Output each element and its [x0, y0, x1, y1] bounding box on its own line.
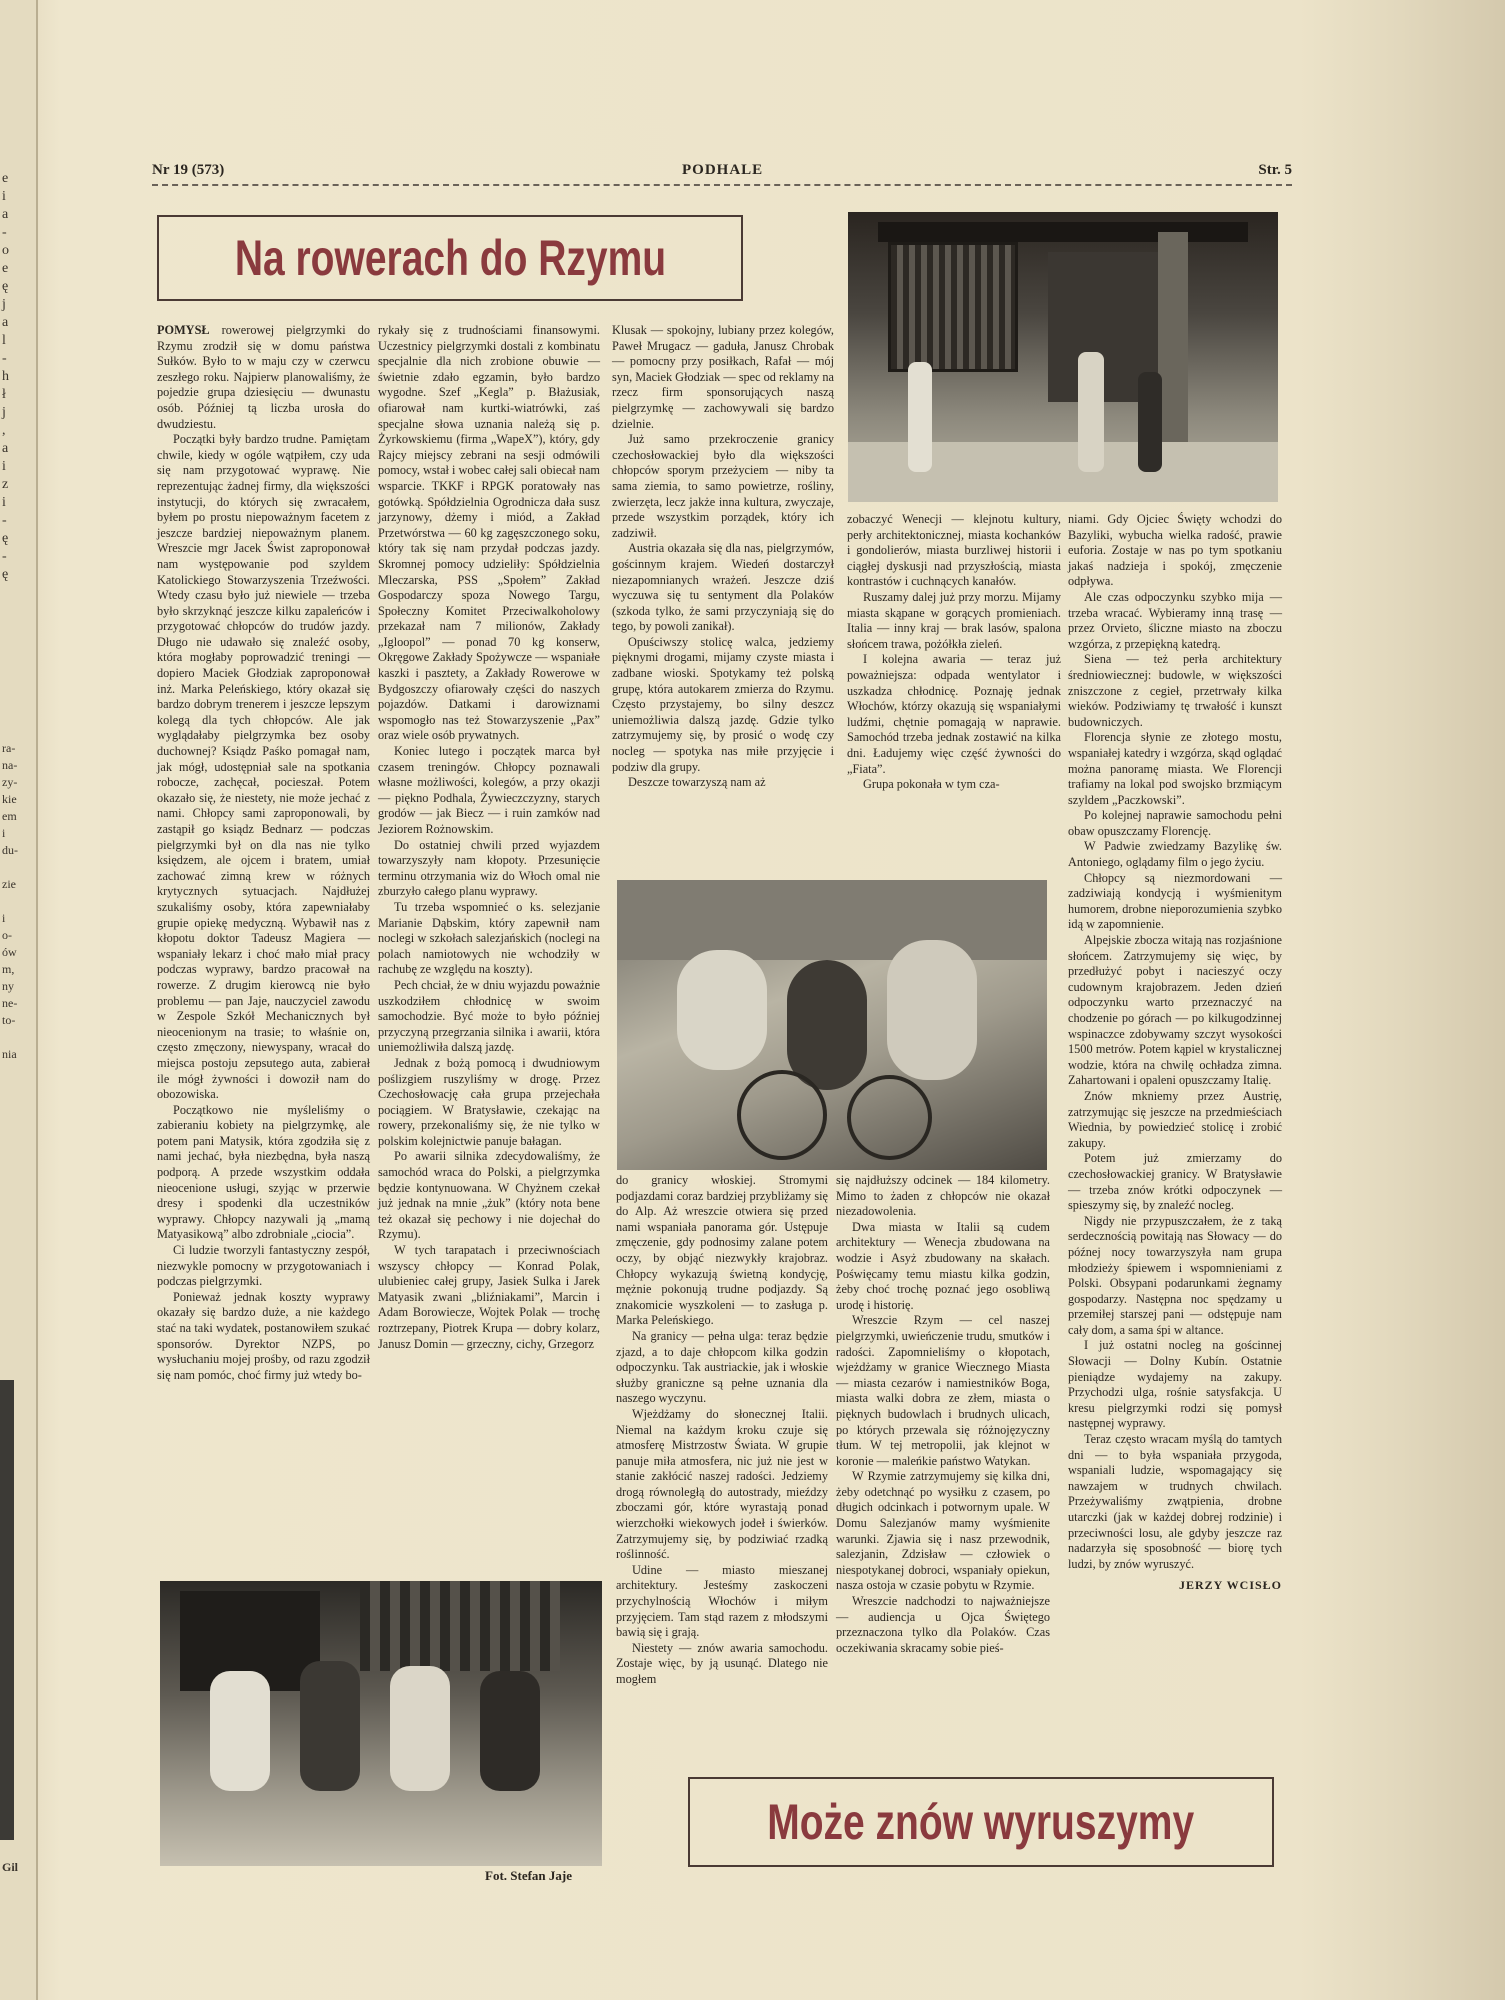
article-title-box: [157, 215, 743, 301]
article-paragraph: Po awarii silnika zdecydowaliśmy, że samochód wraca do Polski, a pielgrzymka będzie kontynuowana. W Chyżnem czekał już jednak na mnie „żuk” (który nota bene też okazał się pechowy i nie dojechał do Rzymu).: [378, 1149, 600, 1242]
article-paragraph: Chłopcy są niezmordowani — zadziwiają kondycją i wyśmienitym humorem, drobne nieporozumienia szybko idą w zapomnienie.: [1068, 870, 1282, 932]
photo-shape: [787, 960, 867, 1090]
photo-shape: [847, 1075, 932, 1160]
article-paragraph: Jednak z bożą pomocą i dwudniowym poślizgiem ruszyliśmy w drogę. Przez Czechosłowację cała grupa przejechała pociągiem. W Bratysławie, czekając na rowery, przekonaliśmy się, że nie tylko w polskim kolejnictwie panuje bałagan.: [378, 1055, 600, 1148]
article-paragraph: POMYSŁ rowerowej pielgrzymki do Rzymu zrodził się w domu państwa Sułków. Było to w maju czy w czerwcu zeszłego roku. Najpierw planowaliśmy, że pojedzie grupa dziesięciu — dwunastu osób. Później tą liczba urosła do dwudziestu.: [157, 323, 370, 431]
article-paragraph: I już ostatni nocleg na gościnnej Słowacji — Dolny Kubín. Ostatnie pieniądze wydajemy na zakupy. Przychodzi ulga, rośnie satysfakcja. U kresu pielgrzymki rodzi się pomysł następnej wyprawy.: [1068, 1338, 1282, 1431]
spine-fragment: em: [2, 809, 17, 823]
article-paragraph: Dwa miasta w Italii są cudem architektury — Wenecja zbudowana na wodzie i Asyż zbudowany na skałach. Poświęcamy temu miastu kilka godzin, żeby choć trochę poznać jego osobliwą urodę i historię.: [836, 1219, 1050, 1312]
article-paragraph: Grupa pokonała w tym cza-: [863, 777, 1000, 792]
spine-fragment: du-: [2, 843, 18, 857]
article-paragraph: Austria okazała się dla nas, pielgrzymów, gościnnym krajem. Wiedeń dostarczył niezapomnianych wrażeń. Jeszcze dziś wyczuwa się tu sentyment dla Polaków (szkoda tylko, że sami przyczyniają się do tego, by powoli zanikał).: [612, 541, 834, 634]
spine-fragment: zy-: [2, 775, 18, 789]
photo-shape: [390, 1666, 450, 1791]
spine-fragment: i: [2, 911, 6, 925]
page-header: [152, 162, 1292, 184]
article-paragraph: W tych tarapatach i przeciwnościach wszyscy chłopcy — Konrad Polak, ulubieniec całej grupy, Jasiek Sulka i Jarek Matyasik zwani „bliźniakami”, Marcin i Adam Borowiecze, Wojtek Polak — trochę roztrzepany, Piotrek Krupa — dobry kolarz, Janusz Domin — grzeczny, cichy, Grzegorz: [378, 1243, 600, 1351]
photo-shape: [677, 950, 767, 1070]
photo-shape: [300, 1661, 360, 1791]
article-column-7: [1068, 512, 1282, 1594]
article-paragraph: Klusak — spokojny, lubiany przez kolegów, Paweł Mrugacz — gaduła, Janusz Chrobak — pomocny przy posiłkach, Rafał — mój syn, Maciek Głodziak — spec od reklamy na rzecz firm sponsorujących naszą pielgrzymkę — zachowywali się bardzo dzielnie.: [612, 323, 834, 431]
spine-fragment: a: [2, 441, 9, 456]
article-paragraph: Niestety — znów awaria samochodu. Zostaje więc, by ją usunąć. Dlatego nie mogłem: [616, 1640, 828, 1686]
spine-fragment: [2, 859, 36, 876]
spine-fragment: to-: [2, 1013, 16, 1027]
photo-cyclists-in-square: [617, 880, 1047, 1170]
lead-word: POMYSŁ: [157, 323, 210, 337]
article-paragraph: Pech chciał, że w dniu wyjazdu poważnie uszkodziłem chłodnicę w swoim samochodzie. Być może to było później przyczyną przegrzania silnika i awarii, która uniemożliwiła dalszą jazdę.: [378, 977, 600, 1055]
article-author: JERZY WCISŁO: [1178, 1578, 1282, 1593]
article-paragraph: niami. Gdy Ojciec Święty wchodzi do Bazyliki, wybucha wielka radość, prawie euforia. Zostaje w nas po tym spotkaniu jakaś nadzieja i spokój, zmęczenie odpływa.: [1068, 512, 1282, 589]
spine-fragment: -: [2, 351, 7, 366]
spine-fragment: ny: [2, 979, 14, 993]
spine-fragment: ra-: [2, 741, 16, 755]
article-paragraph: Florencja słynie ze złotego mostu, wspaniałej katedry i wzgórza, skąd oglądać można panoramę miasta. We Florencji trafiamy na lokal pod swojsko brzmiącym szyldem „Paczkowski”.: [1068, 730, 1282, 807]
spine-fragment: ł: [2, 387, 6, 402]
spine-fragment: i: [2, 189, 6, 204]
article-title: Na rowerach do Rzymu: [234, 230, 666, 286]
spine-fragment: l: [2, 333, 6, 348]
header-rule: [152, 184, 1292, 186]
article-paragraph: Ale czas odpoczynku szybko mija — trzeba wracać. Wybieramy inną trasę — przez Orvieto, śliczne miasto na zboczu wzgórza, z przepiękną katedrą.: [1068, 589, 1282, 651]
article-paragraph: do granicy włoskiej. Stromymi podjazdami coraz bardziej przybliżamy się do Alp. Aż wreszcie otwiera się przed nami wspaniała panorama gór. Ustępuje zmęczenie, gdy podnosimy zalane potem oczy, by objąć niezwykły krajobraz. Chłopcy wykazują świetną kondycję, mężnie pokonują trudne podjazdy. Są znakomicie wyszkoleni — to zasługa p. Marka Peleńskiego.: [616, 1173, 828, 1328]
spine-fragment: -: [2, 225, 7, 240]
article-paragraph: Do ostatniej chwili przed wyjazdem towarzyszyły nam kłopoty. Przesunięcie terminu otrzymania wiz do Włoch omal nie zburzyło całego planu wyprawy.: [378, 837, 600, 899]
spine-fragment: e: [2, 261, 9, 276]
spine-fragment: e: [2, 171, 9, 186]
spine-fragment: ę: [2, 567, 9, 582]
spine-fragment: [2, 1029, 36, 1046]
article-paragraph: Deszcze towarzyszą nam aż: [628, 775, 766, 790]
photo-shape: [887, 940, 977, 1080]
article-paragraph: Już samo przekroczenie granicy czechosłowackiej było dla większości chłopców sporym przeżyciem — niby ta sama ziemia, to samo powietrze, rośliny, zwierzęta, lecz jakże inna kultura, zwyczaje, przede wszystkim porządek, który ich zadziwił.: [612, 432, 834, 540]
article-paragraph: Tu trzeba wspomnieć o ks. selezjanie Marianie Dąbskim, który zapewnił nam noclegi w szkołach salezjańskich (noclegi na polach namiotowych nie wchodziły w rachubę ze względu na koszty).: [378, 899, 600, 977]
article-paragraph: W Rzymie zatrzymujemy się kilka dni, żeby odetchnąć po wysiłku z czasem, po długich odcinkach i potwornym upale. W Domu Salezjanów mamy wyśmienite warunki. Zjawia się i nasz przewodnik, salezjanin, Zdzisław — człowiek o niespotykanej dobroci, wspaniały opiekun, nasza ostoja w czasie pobytu w Rzymie.: [836, 1469, 1050, 1593]
spine-words: [2, 740, 36, 1063]
spine-photo-edge: [0, 1380, 14, 1840]
page-number: Str. 5: [1258, 162, 1292, 178]
spine-fragment: ów: [2, 945, 17, 959]
article-paragraph: Ruszamy dalej już przy morzu. Mijamy miasta skąpane w gorących promieniach. Italia — inny kraj — brak lasów, spalona słońcem trawa, pożółkła zieleń.: [847, 589, 1061, 651]
photo-shape: [737, 1070, 827, 1160]
bottom-headline: Może znów wyruszymy: [767, 1794, 1195, 1850]
article-column-2: [378, 323, 600, 1352]
photo-shape: [1138, 372, 1162, 472]
article-paragraph: Teraz często wracam myślą do tamtych dni — to była wspaniała przygoda, wspaniali ludzie, wspomagający się nawzajem w trudnych chwilach. Przeżywaliśmy zwątpienia, drobne utarczki (jak w każdej dobrej rodzinie) i przeciwności losu, ale gdyby jeszcze raz nadarzyła się sposobność — biorę tych ludzi, by znów wyruszyć.: [1068, 1432, 1282, 1571]
spine-bottom-text: Gil: [2, 1860, 19, 1874]
article-paragraph: Nigdy nie przypuszczałem, że z taką serdecznością powitają nas Słowacy — do późnej nocy towarzyszyła nam grupa młodzieży śpiewem i wspomnieniami z Polski. Obsypani podarunkami żegnamy gospodarzy. Następna noc spędzamy u przemiłej starszej pani — odstępuje nam cały dom, a sama śpi w altance.: [1068, 1213, 1282, 1337]
article-column-1: [157, 323, 370, 1383]
article-paragraph: Wreszcie nadchodzi to najważniejsze — audiencja u Ojca Świętego przeznaczona tylko dla Polaków. Czas oczekiwania skracamy sobie pieś-: [836, 1594, 1050, 1655]
spine-fragment: o: [2, 243, 9, 258]
article-paragraph: Opuściwszy stolicę walca, jedziemy pięknymi drogami, mijamy czyste miasta i zadbane wioski. Spotykamy też polską grupę, która autokarem zmierza do Rzymu. Często przystajemy, bo silny deszcz uniemożliwia dalszą jazdę. Gdzie tylko zatrzymujemy się, by prosić o wodę czy nocleg — spotyka nas miłe przyjęcie i podziw dla grupy.: [612, 634, 834, 774]
spine-fragment: zie: [2, 877, 16, 891]
article-paragraph: Koniec lutego i początek marca był czasem treningów. Chłopcy poznawali własne możliwości, kolegów, a przy okazji — piękno Podhala, Żywieczczyzny, starych grodów — jak Biecz — i ruin zamków nad Jeziorem Rożnowskim.: [378, 744, 600, 836]
article-paragraph: zobaczyć Wenecji — klejnotu kultury, perły architektonicznej, miasta kochanków i gondolierów, miasta burzliwej historii i ciągłej dyskusji nad przyszłością, miasta kontrastów i cuchnących kanałów.: [847, 512, 1061, 589]
photo-shape: [210, 1671, 270, 1791]
spine-fragment: -: [2, 549, 7, 564]
photo-shape: [878, 222, 1248, 242]
article-column-3: [612, 323, 834, 791]
photo-shape: [480, 1671, 540, 1791]
article-paragraph: Początkowo nie myśleliśmy o zabieraniu kobiety na pielgrzymkę, ale potem pani Matysik, która zgodziła się z nami jechać, była niezbędna, była naszą podporą. A przede wszystkim oddała nieocenione usługi, szyjąc w przerwie dresy i spodenki dla uczestników wyprawy. Chłopcy nazywali ją „mamą Matyasikową” albo zdrobniale „ciocia”.: [157, 1102, 370, 1242]
article-paragraph: I kolejna awaria — teraz już poważniejsza: odpada wentylator i uszkadza chłodnicę. Poznaję jednak Włochów, którzy okazują się wspaniałymi ludźmi, chętnie pomagają w naprawie. Samochód trzeba jednak zostawić na kilka dni. Ładujemy więc część żywności do „Fiata”.: [847, 652, 1061, 776]
spine-fragment: a: [2, 207, 9, 222]
photo-shape: [360, 1581, 560, 1671]
issue-number: Nr 19 (573): [152, 162, 225, 178]
article-column-6: [847, 512, 1061, 793]
spine-fragment: na-: [2, 758, 18, 772]
spine-fragment: ne-: [2, 996, 18, 1010]
article-paragraph: Siena — też perła architektury średniowiecznej: budowle, w większości zniszczone z cegieł, przetrwały kilka wieków. Podziwiamy tę trwałość i kunszt budowniczych.: [1068, 652, 1282, 729]
photo-cyclists-at-church: [848, 212, 1278, 502]
photo-shape: [908, 362, 932, 472]
article-column-4: [616, 1173, 828, 1688]
bottom-headline-box: [688, 1777, 1274, 1867]
spine-fragment: j: [2, 405, 6, 420]
article-paragraph: Początki były bardzo trudne. Pamiętam chwile, kiedy w ogóle wątpiłem, czy uda się nam przygotować wyprawę. Nie reprezentując żadnej firmy, dla większości instytucji, do których się zwracałem, byłem po prostu niepoważnym facetem z jeszcze bardziej niepoważnym planem. Wreszcie mgr Jacek Świst zaproponował nam występowanie pod szyldem Katolickiego Stowarzyszenia Trzeźwości. Wtedy czasu było już niewiele — trzeba było skrzyknąć jeszcze kilku zapaleńców i przygotować chłopców do trudów jazdy. Długo nie udawało się znaleźć osoby, która mogłaby poprowadzić treningi — dopiero Maciek Głodziak zaproponował inż. Marka Peleńskiego, który okazał się bardzo dobrym trenerem i jeszcze lepszym kolegą dla tych chłopców. Ale jak wyglądałaby pielgrzymka bez osoby duchownej? Ksiądz Paśko pomagał nam, jak mógł, udostępniał sale na spotkania robocze, zachęcał, pocieszał. Potem okazało się, że niestety, nie może jechać z nami. Chłopcy sami zaproponowali, by zastąpił go ksiądz Bednarz — podczas pielgrzymki był on dla nas nie tylko księdzem, ale ojcem i bratem, umiał zachować zimną krew w różnych krytycznych sytuacjach. Najdłużej szukaliśmy osoby, która zapewniałaby grupie opiekę medyczną. Wybawił nas z kłopotu doktor Tadeusz Magiera — wspaniały lekarz i choć mało miał pracy podczas wyprawy, bardzo pracował na rowerze. Z drugim kierowcą nie było problemu — pan Jaje, nauczyciel zawodu w Zespole Szkół Mechanicznych był nieocenionym na trasie; to właśnie on, często zmęczony, niewyspany, wracał do miejsca postoju zepsutego auta, zabierał ile mógł żywności i dowoził nam do obozowiska.: [157, 432, 370, 1102]
article-paragraph: Udine — miasto mieszanej architektury. Jesteśmy zaskoczeni przychylnością Włochów i miłym przyjęciem. Tam stąd razem z młodszymi bawią się i grają.: [616, 1562, 828, 1640]
photo-caption: Fot. Stefan Jaje: [485, 1868, 573, 1883]
article-paragraph: Alpejskie zbocza witają nas rozjaśnione słońcem. Zatrzymujemy się więc, by przedłużyć pobyt i nacieszyć oczy cudownym krajobrazem. Jeden dzień odpoczynku warto przeznaczyć na chodzenie po górach — po kilkugodzinnej wspinaczce zdobywamy szczyt wysokości 1500 metrów. Potem kąpiel w krystalicznej wodzie, która na chwilę ochładza zimna. Zahartowani i opaleni opuszczamy Italię.: [1068, 933, 1282, 1088]
article-paragraph: rykały się z trudnościami finansowymi. Uczestnicy pielgrzymki dostali z kombinatu specjalnie dla nich zrobione obuwie — świetnie zdało egzamin, było bardzo wygodne. Szef „Kegla” p. Błażusiak, ofiarował nam kurtki-wiatrówki, zaś specjalne słowa uznania należą się p. Żyrkowskiemu (firma „WapeX”), który, gdy Rajcy miejscy zebrani na sesji odmówili pomocy, wstał i wobec całej sali obiecał nam wsparcie. TKKF i RPGK poratowały nas gotówką. Spółdzielnia Ogrodnicza dała susz jarzynowy, dżemy i miód, a Zakład Przetwórstwa — 60 kg zagęszczonego soku, który tak się nam przydał podczas jazdy. Skromnej pomocy udzieliły: Spółdzielnia Mleczarska, PSS „Społem” Zakład Gospodarczy spoza Nowego Targu, Społeczny Komitet Przeciwalkoholowy przekazał nam 7 milionów, Zakłady „Igloopol” — ponad 70 kg konserw, Okręgowe Zakłady Spożywcze — wspaniałe kaszki i pasztety, a Zakłady Rowerowe w Bydgoszczy ofiarowały części do naszych pojazdów. Datkami i darowiznami wspomogło nas też Stowarzyszenie „Pax” oraz wiele osób prywatnych.: [378, 323, 600, 743]
photo-shape: [888, 242, 1018, 372]
spine-fragment: ,: [2, 423, 6, 438]
article-paragraph: Znów mkniemy przez Austrię, zatrzymując się jeszcze na przedmieściach Wiednia, by powiedzieć stolicę i zrobić zakupy.: [1068, 1088, 1282, 1150]
spine-fragment: kie: [2, 792, 17, 806]
adjacent-page-edge: [0, 0, 38, 2000]
spine-fragment: a: [2, 315, 9, 330]
spine-fragment: [2, 893, 36, 910]
article-paragraph: Na granicy — pełna ulga: teraz będzie zjazd, a to daje chłopcom kilka godzin odpoczynku. Tak austriackie, jak i włoskie służby graniczne są pełne uznania dla naszego wyczynu.: [616, 1328, 828, 1406]
spine-fragment: i: [2, 495, 6, 510]
article-paragraph: się najdłuższy odcinek — 184 kilometry. Mimo to żaden z chłopców nie okazał niezadowolenia.: [836, 1173, 1050, 1219]
spine-fragment: o-: [2, 928, 12, 942]
spine-fragment: z: [2, 477, 9, 492]
article-paragraph: Wreszcie Rzym — cel naszej pielgrzymki, uwieńczenie trudu, smutków i radości. Zapomnieliśmy o kłopotach, wjeżdżamy w granice Wiecznego Miasta — miasta cezarów i namiestników Boga, miasta walki dobra ze złem, miasta o pięknych budowlach i brudnych ulicach, po których przewala się różnojęzyczny tłum. W tej metropolii, jak klejnot w koronie — maleńkie państwo Watykan.: [836, 1313, 1050, 1468]
spine-fragment: ę: [2, 279, 9, 294]
spine-fragment: m,: [2, 962, 15, 976]
article-paragraph: Ponieważ jednak koszty wyprawy okazały się bardzo duże, a nie każdego stać na taki wydatek, postanowiłem szukać sponsorów. Dyrektor NZPS, po wysłuchaniu mojej prośby, od razu zgodził się nam pomóc, choć firmy już wtedy bo-: [157, 1289, 370, 1382]
spine-fragment: h: [2, 369, 9, 384]
spine-fragment: j: [2, 297, 6, 312]
article-paragraph: Po kolejnej naprawie samochodu pełni obaw opuszczamy Florencję.: [1068, 808, 1282, 838]
spine-letters: [2, 170, 36, 584]
article-column-5: [836, 1173, 1050, 1656]
spine-fragment: i: [2, 459, 6, 474]
spine-fragment: i: [2, 826, 6, 840]
article-paragraph: Ci ludzie tworzyli fantastyczny zespół, niezwykle pomocny w przygotowaniach i podczas pielgrzymki.: [157, 1243, 370, 1289]
article-paragraph: Potem już zmierzamy do czechosłowackiej granicy. W Bratysławie — trzeba znów krótki odpoczynek — spieszymy się, by znaleźć nocleg.: [1068, 1151, 1282, 1213]
spine-fragment: nia: [2, 1047, 17, 1061]
photo-shape: [1078, 352, 1104, 472]
newspaper-name: PODHALE: [682, 162, 764, 178]
photo-shape: [617, 880, 1047, 960]
spine-fragment: ę: [2, 531, 9, 546]
article-paragraph: W Padwie zwiedzamy Bazylikę św. Antoniego, oglądamy film o jego życiu.: [1068, 839, 1282, 870]
spine-fragment: -: [2, 513, 7, 528]
article-paragraph: Wjeżdżamy do słonecznej Italii. Niemal na każdym kroku czuje się atmosferę Mistrzostw Świata. W grupie panuje miła atmosfera, nic już nie jest w stanie zakłócić naszej radości. Jedziemy drogą równoległą do autostrady, mieźdzy zboczami gór, które wyrastają ponad wierzchołki wiekowych jodeł i świerków. Zatrzymujemy się, by podziwiać rzadką roślinność.: [616, 1406, 828, 1562]
photo-group-of-cyclists: [160, 1581, 602, 1866]
